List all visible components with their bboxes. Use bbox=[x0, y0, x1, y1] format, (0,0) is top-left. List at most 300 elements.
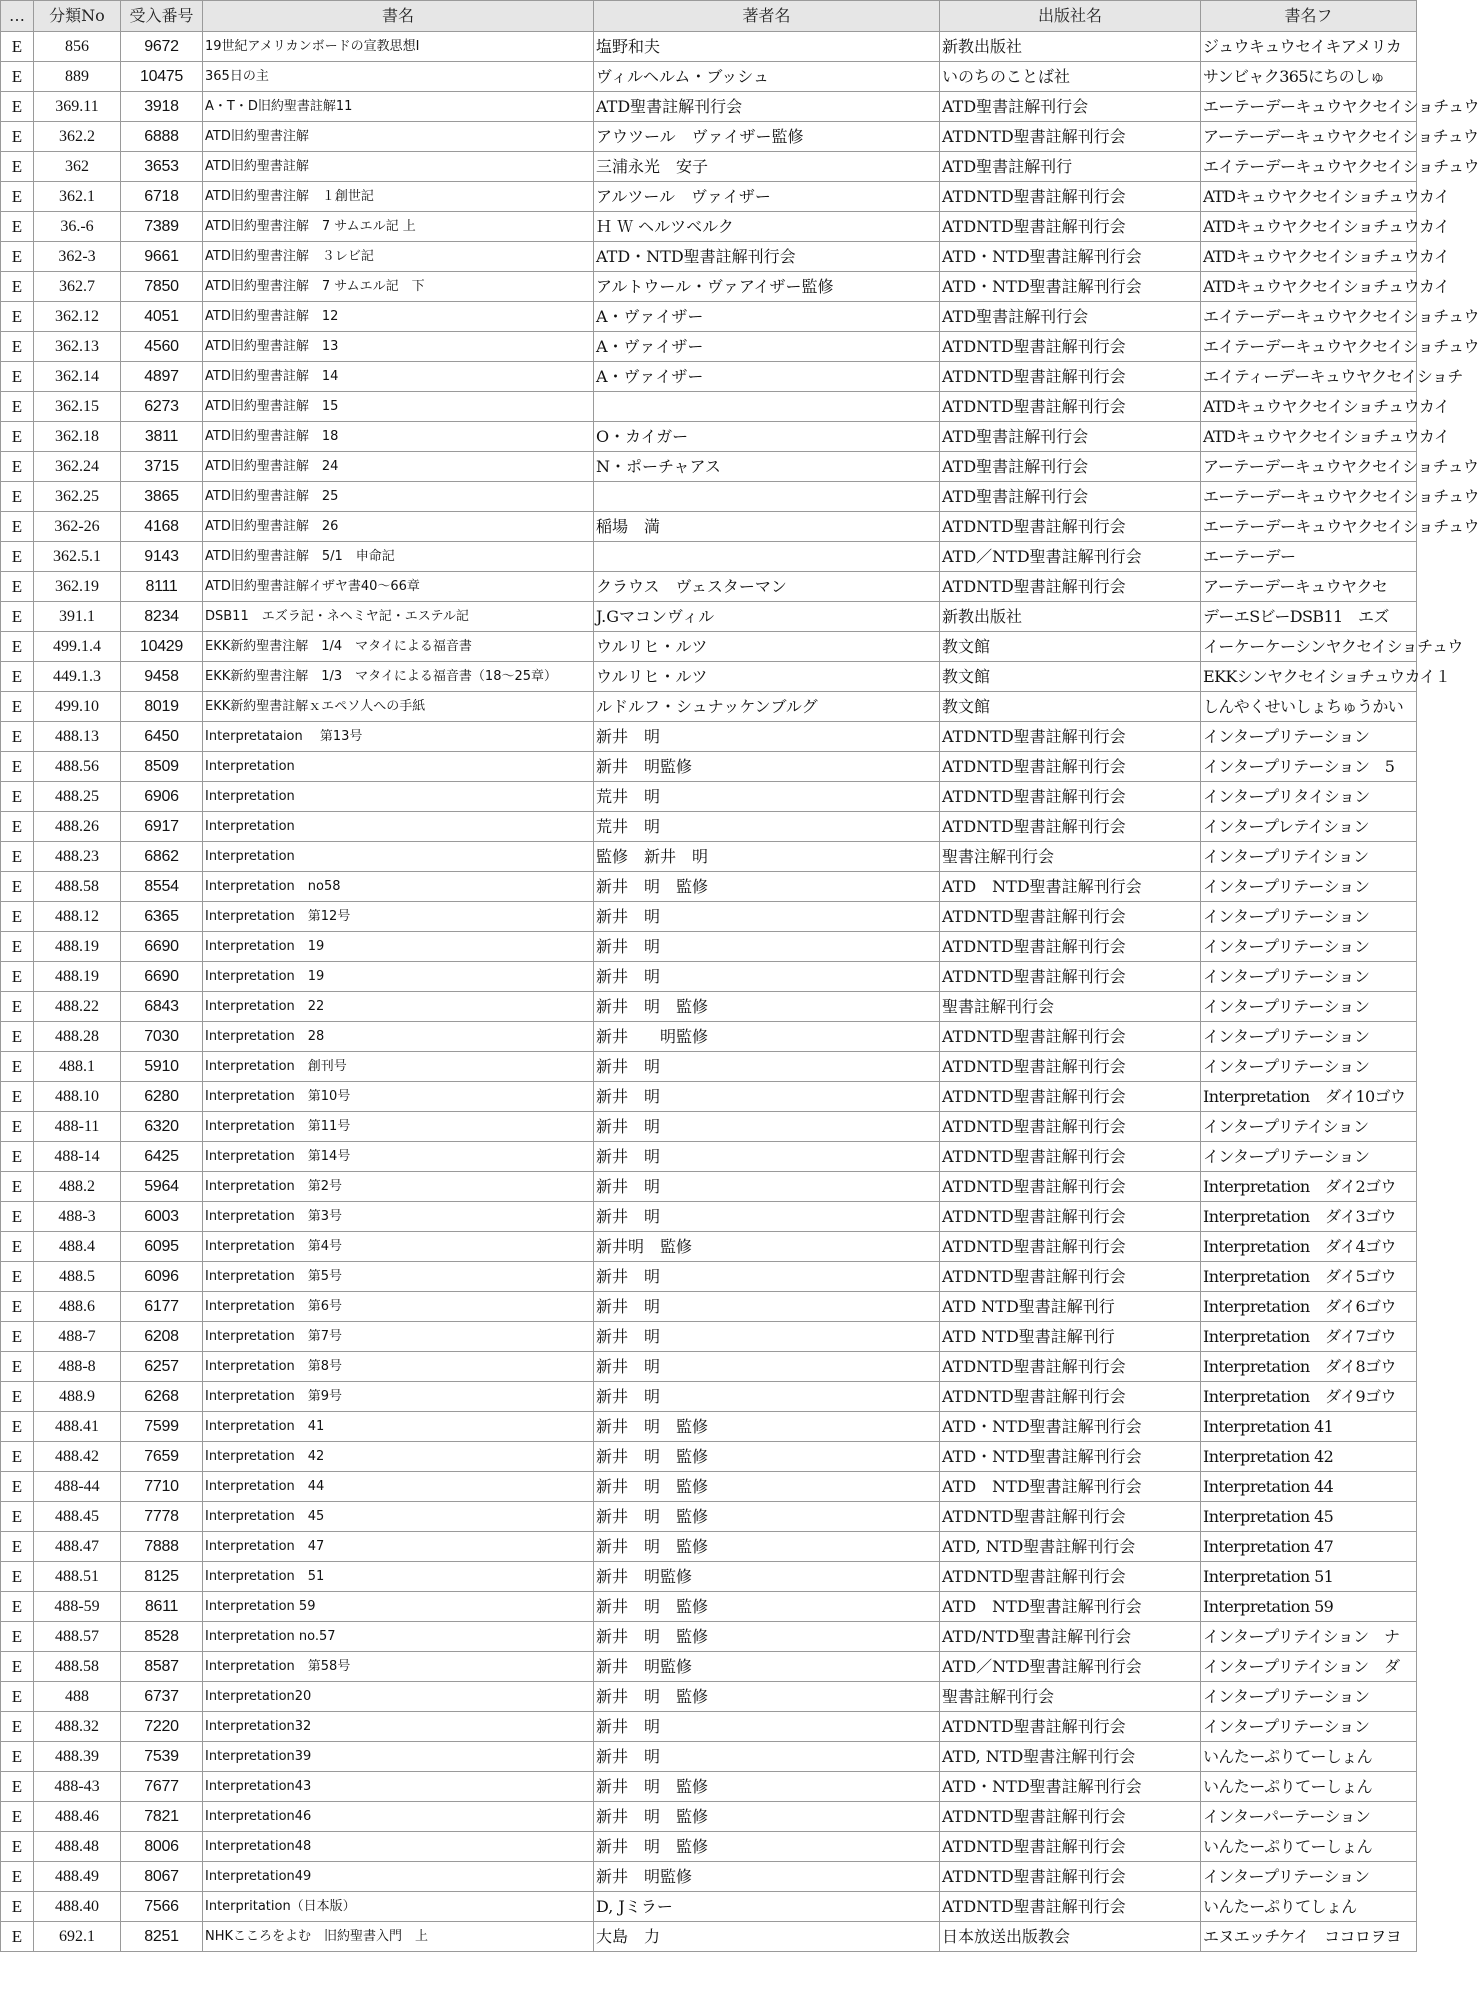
table-row[interactable] bbox=[1, 1862, 1417, 1892]
author-cell[interactable]: 新井 明 監修 bbox=[594, 1442, 940, 1472]
row-selector-cell[interactable]: E bbox=[1, 1712, 34, 1742]
row-selector-cell[interactable]: E bbox=[1, 812, 34, 842]
publisher-cell[interactable]: 教文館 bbox=[940, 632, 1201, 662]
accession-no-cell[interactable]: 6843 bbox=[121, 992, 203, 1022]
table-row[interactable] bbox=[1, 32, 1417, 62]
author-cell[interactable]: 新井 明 監修 bbox=[594, 1682, 940, 1712]
title-cell[interactable]: ATD旧約聖書注解 ３レビ記 bbox=[203, 242, 594, 272]
classification-no-cell[interactable]: 362.19 bbox=[34, 572, 121, 602]
table-row[interactable] bbox=[1, 1682, 1417, 1712]
row-selector-cell[interactable]: E bbox=[1, 62, 34, 92]
table-row[interactable] bbox=[1, 182, 1417, 212]
row-selector-cell[interactable]: E bbox=[1, 152, 34, 182]
table-row[interactable] bbox=[1, 1742, 1417, 1772]
author-cell[interactable]: ATD聖書註解刊行会 bbox=[594, 92, 940, 122]
title-kana-cell[interactable]: インタープリテイション ナ bbox=[1201, 1622, 1417, 1652]
accession-no-cell[interactable]: 6425 bbox=[121, 1142, 203, 1172]
classification-no-cell[interactable]: 488-3 bbox=[34, 1202, 121, 1232]
classification-no-cell[interactable]: 488.46 bbox=[34, 1802, 121, 1832]
table-row[interactable] bbox=[1, 662, 1417, 692]
title-cell[interactable]: Interpretation 45 bbox=[203, 1502, 594, 1532]
author-cell[interactable]: アウツール ヴァイザー監修 bbox=[594, 122, 940, 152]
author-cell[interactable] bbox=[594, 392, 940, 422]
accession-no-cell[interactable]: 6718 bbox=[121, 182, 203, 212]
title-cell[interactable]: Interpretation no58 bbox=[203, 872, 594, 902]
title-kana-cell[interactable]: インタープリテーション bbox=[1201, 1142, 1417, 1172]
title-cell[interactable]: ATD旧約聖書註解 24 bbox=[203, 452, 594, 482]
accession-no-cell[interactable]: 8251 bbox=[121, 1922, 203, 1952]
classification-no-cell[interactable]: 362.2 bbox=[34, 122, 121, 152]
table-row[interactable] bbox=[1, 482, 1417, 512]
title-cell[interactable]: EKK新約聖書註解ｘエペソ人への手紙 bbox=[203, 692, 594, 722]
publisher-cell[interactable]: ATDNTD聖書註解刊行会 bbox=[940, 1502, 1201, 1532]
title-kana-cell[interactable]: エイテーデーキュウヤクセイショチュウ bbox=[1201, 152, 1417, 182]
publisher-cell[interactable]: ATD・NTD聖書註解刊行会 bbox=[940, 272, 1201, 302]
table-row[interactable] bbox=[1, 1142, 1417, 1172]
author-cell[interactable]: 新井明 監修 bbox=[594, 1232, 940, 1262]
author-cell[interactable]: 新井 明監修 bbox=[594, 1022, 940, 1052]
title-kana-cell[interactable]: サンビャク365にちのしゅ bbox=[1201, 62, 1417, 92]
classification-no-cell[interactable]: 488.49 bbox=[34, 1862, 121, 1892]
classification-no-cell[interactable]: 488.28 bbox=[34, 1022, 121, 1052]
table-row[interactable] bbox=[1, 152, 1417, 182]
author-cell[interactable]: アルツール ヴァイザー bbox=[594, 182, 940, 212]
row-selector-cell[interactable]: E bbox=[1, 452, 34, 482]
title-cell[interactable]: Interpretation 創刊号 bbox=[203, 1052, 594, 1082]
publisher-cell[interactable]: ATDNTD聖書註解刊行会 bbox=[940, 1142, 1201, 1172]
row-selector-cell[interactable]: E bbox=[1, 1892, 34, 1922]
title-kana-cell[interactable]: ジュウキュウセイキアメリカ bbox=[1201, 32, 1417, 62]
accession-no-cell[interactable]: 7220 bbox=[121, 1712, 203, 1742]
accession-no-cell[interactable]: 6280 bbox=[121, 1082, 203, 1112]
publisher-cell[interactable]: ATDNTD聖書註解刊行会 bbox=[940, 1232, 1201, 1262]
title-kana-cell[interactable]: Interpretation 41 bbox=[1201, 1412, 1417, 1442]
publisher-cell[interactable]: 日本放送出版教会 bbox=[940, 1922, 1201, 1952]
title-cell[interactable]: Interpretation 19 bbox=[203, 932, 594, 962]
accession-no-cell[interactable]: 7389 bbox=[121, 212, 203, 242]
author-cell[interactable]: ウルリヒ・ルツ bbox=[594, 632, 940, 662]
accession-no-cell[interactable]: 5964 bbox=[121, 1172, 203, 1202]
publisher-cell[interactable]: ATDNTD聖書註解刊行会 bbox=[940, 1202, 1201, 1232]
title-kana-cell[interactable]: エーテーデーキュウヤクセイショチュウ bbox=[1201, 92, 1417, 122]
accession-no-cell[interactable]: 6096 bbox=[121, 1262, 203, 1292]
row-selector-cell[interactable]: E bbox=[1, 542, 34, 572]
title-kana-cell[interactable]: インタープリテイション bbox=[1201, 842, 1417, 872]
accession-no-cell[interactable]: 6095 bbox=[121, 1232, 203, 1262]
table-row[interactable] bbox=[1, 1172, 1417, 1202]
author-cell[interactable]: J.Gマコンヴィル bbox=[594, 602, 940, 632]
accession-no-cell[interactable]: 7659 bbox=[121, 1442, 203, 1472]
title-cell[interactable]: ATD旧約聖書注解 １創世記 bbox=[203, 182, 594, 212]
title-cell[interactable]: Interpretation 第3号 bbox=[203, 1202, 594, 1232]
author-cell[interactable]: 新井 明 bbox=[594, 962, 940, 992]
accession-no-cell[interactable]: 6273 bbox=[121, 392, 203, 422]
row-selector-cell[interactable]: E bbox=[1, 1862, 34, 1892]
author-cell[interactable] bbox=[594, 542, 940, 572]
table-row[interactable] bbox=[1, 212, 1417, 242]
title-kana-cell[interactable]: エーテーデーキュウヤクセイショチュウ bbox=[1201, 482, 1417, 512]
accession-no-cell[interactable]: 9672 bbox=[121, 32, 203, 62]
title-kana-cell[interactable]: Interpretation ダイ5ゴウ bbox=[1201, 1262, 1417, 1292]
author-cell[interactable]: 新井 明 bbox=[594, 932, 940, 962]
row-selector-cell[interactable]: E bbox=[1, 632, 34, 662]
title-kana-cell[interactable]: エイティーデーキュウヤクセイショチ bbox=[1201, 362, 1417, 392]
table-row[interactable] bbox=[1, 902, 1417, 932]
title-kana-cell[interactable]: インタープリテーション bbox=[1201, 722, 1417, 752]
publisher-cell[interactable]: ATD NTD聖書註解刊行会 bbox=[940, 1592, 1201, 1622]
title-cell[interactable]: ATD旧約聖書註解 15 bbox=[203, 392, 594, 422]
title-cell[interactable]: Interpretation 28 bbox=[203, 1022, 594, 1052]
row-selector-cell[interactable]: E bbox=[1, 1502, 34, 1532]
publisher-cell[interactable]: ATD聖書註解刊行会 bbox=[940, 482, 1201, 512]
title-cell[interactable]: ATD旧約聖書註解イザヤ書40～66章 bbox=[203, 572, 594, 602]
title-cell[interactable]: ATD旧約聖書註解 14 bbox=[203, 362, 594, 392]
table-row[interactable] bbox=[1, 332, 1417, 362]
publisher-cell[interactable]: ATD・NTD聖書註解刊行会 bbox=[940, 1412, 1201, 1442]
title-kana-cell[interactable]: インタープリテイション bbox=[1201, 1112, 1417, 1142]
row-selector-cell[interactable]: E bbox=[1, 332, 34, 362]
accession-no-cell[interactable]: 5910 bbox=[121, 1052, 203, 1082]
author-cell[interactable]: Ｈ Ｗ ヘルツベルク bbox=[594, 212, 940, 242]
classification-no-cell[interactable]: 488.45 bbox=[34, 1502, 121, 1532]
accession-no-cell[interactable]: 8587 bbox=[121, 1652, 203, 1682]
accession-no-cell[interactable]: 8111 bbox=[121, 572, 203, 602]
title-kana-cell[interactable]: Interpretation 44 bbox=[1201, 1472, 1417, 1502]
table-row[interactable] bbox=[1, 722, 1417, 752]
row-selector-cell[interactable]: E bbox=[1, 212, 34, 242]
row-selector-cell[interactable]: E bbox=[1, 1532, 34, 1562]
title-kana-cell[interactable]: インタープリテーション bbox=[1201, 992, 1417, 1022]
row-selector-cell[interactable]: E bbox=[1, 602, 34, 632]
title-cell[interactable]: 19世紀アメリカンボードの宣教思想Ⅰ bbox=[203, 32, 594, 62]
title-kana-cell[interactable]: Interpretation ダイ7ゴウ bbox=[1201, 1322, 1417, 1352]
table-row[interactable] bbox=[1, 1892, 1417, 1922]
title-kana-cell[interactable]: インタープリテーション bbox=[1201, 1022, 1417, 1052]
accession-no-cell[interactable]: 6257 bbox=[121, 1352, 203, 1382]
table-row[interactable] bbox=[1, 992, 1417, 1022]
title-kana-cell[interactable]: イーケーケーシンヤクセイショチュウ bbox=[1201, 632, 1417, 662]
title-cell[interactable]: Interpretation 51 bbox=[203, 1562, 594, 1592]
publisher-cell[interactable]: ATDNTD聖書註解刊行会 bbox=[940, 1052, 1201, 1082]
publisher-cell[interactable]: ATDNTD聖書註解刊行会 bbox=[940, 212, 1201, 242]
title-kana-cell[interactable]: インタープリテーション bbox=[1201, 1052, 1417, 1082]
accession-no-cell[interactable]: 7566 bbox=[121, 1892, 203, 1922]
title-kana-cell[interactable]: アーテーデーキュウヤクセイショチュウ bbox=[1201, 122, 1417, 152]
title-cell[interactable]: Interpretation 42 bbox=[203, 1442, 594, 1472]
classification-no-cell[interactable]: 488.41 bbox=[34, 1412, 121, 1442]
table-row[interactable] bbox=[1, 1442, 1417, 1472]
classification-no-cell[interactable]: 362-26 bbox=[34, 512, 121, 542]
row-selector-cell[interactable]: E bbox=[1, 1382, 34, 1412]
classification-no-cell[interactable]: 362.15 bbox=[34, 392, 121, 422]
publisher-cell[interactable]: ATD／NTD聖書註解刊行会 bbox=[940, 1652, 1201, 1682]
accession-no-cell[interactable]: 3715 bbox=[121, 452, 203, 482]
title-cell[interactable]: Interpretation49 bbox=[203, 1862, 594, 1892]
table-row[interactable] bbox=[1, 1712, 1417, 1742]
title-kana-cell[interactable]: ATDキュウヤクセイショチュウカイ bbox=[1201, 422, 1417, 452]
table-row[interactable] bbox=[1, 362, 1417, 392]
table-row[interactable] bbox=[1, 512, 1417, 542]
title-cell[interactable]: Interpretation 44 bbox=[203, 1472, 594, 1502]
author-cell[interactable] bbox=[594, 482, 940, 512]
publisher-cell[interactable]: 教文館 bbox=[940, 692, 1201, 722]
column-header-title[interactable]: 書名 bbox=[203, 1, 594, 32]
title-cell[interactable]: NHKこころをよむ 旧約聖書入門 上 bbox=[203, 1922, 594, 1952]
title-cell[interactable]: Interpretation 第10号 bbox=[203, 1082, 594, 1112]
title-kana-cell[interactable]: エイテーデーキュウヤクセイショチュウ bbox=[1201, 302, 1417, 332]
publisher-cell[interactable]: ATDNTD聖書註解刊行会 bbox=[940, 332, 1201, 362]
row-selector-cell[interactable]: E bbox=[1, 1772, 34, 1802]
classification-no-cell[interactable]: 488.26 bbox=[34, 812, 121, 842]
classification-no-cell[interactable]: 488.23 bbox=[34, 842, 121, 872]
classification-no-cell[interactable]: 488.47 bbox=[34, 1532, 121, 1562]
author-cell[interactable]: 新井 明 監修 bbox=[594, 872, 940, 902]
table-row[interactable] bbox=[1, 392, 1417, 422]
accession-no-cell[interactable]: 3865 bbox=[121, 482, 203, 512]
table-row[interactable] bbox=[1, 1022, 1417, 1052]
classification-no-cell[interactable]: 362.1 bbox=[34, 182, 121, 212]
row-selector-cell[interactable]: E bbox=[1, 1202, 34, 1232]
title-kana-cell[interactable]: Interpretation 42 bbox=[1201, 1442, 1417, 1472]
title-cell[interactable]: Interpritation（日本版） bbox=[203, 1892, 594, 1922]
title-kana-cell[interactable]: Interpretation ダイ2ゴウ bbox=[1201, 1172, 1417, 1202]
accession-no-cell[interactable]: 6268 bbox=[121, 1382, 203, 1412]
row-selector-cell[interactable]: E bbox=[1, 1022, 34, 1052]
publisher-cell[interactable]: ATD/NTD聖書註解刊行会 bbox=[940, 1622, 1201, 1652]
row-selector-cell[interactable]: E bbox=[1, 1472, 34, 1502]
publisher-cell[interactable]: ATDNTD聖書註解刊行会 bbox=[940, 1712, 1201, 1742]
title-cell[interactable]: Interpretation48 bbox=[203, 1832, 594, 1862]
title-kana-cell[interactable]: しんやくせいしょちゅうかい bbox=[1201, 692, 1417, 722]
author-cell[interactable]: 新井 明 監修 bbox=[594, 1802, 940, 1832]
table-row[interactable] bbox=[1, 1472, 1417, 1502]
classification-no-cell[interactable]: 488-11 bbox=[34, 1112, 121, 1142]
title-cell[interactable]: Interpretation 第7号 bbox=[203, 1322, 594, 1352]
classification-no-cell[interactable]: 488.12 bbox=[34, 902, 121, 932]
publisher-cell[interactable]: ATD聖書註解刊行会 bbox=[940, 302, 1201, 332]
title-cell[interactable]: ATD旧約聖書注解 7 サムエル記 下 bbox=[203, 272, 594, 302]
row-selector-cell[interactable]: E bbox=[1, 92, 34, 122]
row-selector-cell[interactable]: E bbox=[1, 902, 34, 932]
title-cell[interactable]: ATD旧約聖書註解 5/1 申命記 bbox=[203, 542, 594, 572]
classification-no-cell[interactable]: 488.25 bbox=[34, 782, 121, 812]
publisher-cell[interactable]: ATDNTD聖書註解刊行会 bbox=[940, 932, 1201, 962]
publisher-cell[interactable]: ATDNTD聖書註解刊行会 bbox=[940, 572, 1201, 602]
row-selector-cell[interactable]: E bbox=[1, 362, 34, 392]
title-kana-cell[interactable]: Interpretation ダイ9ゴウ bbox=[1201, 1382, 1417, 1412]
row-selector-cell[interactable]: E bbox=[1, 1412, 34, 1442]
row-selector-cell[interactable]: E bbox=[1, 272, 34, 302]
author-cell[interactable]: 新井 明 bbox=[594, 1112, 940, 1142]
row-selector-cell[interactable]: E bbox=[1, 962, 34, 992]
table-row[interactable] bbox=[1, 542, 1417, 572]
publisher-cell[interactable]: ATD聖書註解刊行会 bbox=[940, 452, 1201, 482]
author-cell[interactable]: アルトウール・ヴァアイザー監修 bbox=[594, 272, 940, 302]
publisher-cell[interactable]: ATDNTD聖書註解刊行会 bbox=[940, 1112, 1201, 1142]
classification-no-cell[interactable]: 488.9 bbox=[34, 1382, 121, 1412]
title-cell[interactable]: 365日の主 bbox=[203, 62, 594, 92]
accession-no-cell[interactable]: 8554 bbox=[121, 872, 203, 902]
author-cell[interactable]: 新井 明 監修 bbox=[594, 1412, 940, 1442]
classification-no-cell[interactable]: 362.12 bbox=[34, 302, 121, 332]
publisher-cell[interactable]: 聖書註解刊行会 bbox=[940, 1682, 1201, 1712]
table-row[interactable] bbox=[1, 1352, 1417, 1382]
table-row[interactable] bbox=[1, 62, 1417, 92]
title-cell[interactable]: Interpretation 47 bbox=[203, 1532, 594, 1562]
author-cell[interactable]: 新井 明 bbox=[594, 1052, 940, 1082]
row-selector-cell[interactable]: E bbox=[1, 1232, 34, 1262]
publisher-cell[interactable]: ATDNTD聖書註解刊行会 bbox=[940, 1562, 1201, 1592]
accession-no-cell[interactable]: 4560 bbox=[121, 332, 203, 362]
classification-no-cell[interactable]: 449.1.3 bbox=[34, 662, 121, 692]
classification-no-cell[interactable]: 488.6 bbox=[34, 1292, 121, 1322]
author-cell[interactable]: 新井 明 監修 bbox=[594, 992, 940, 1022]
publisher-cell[interactable]: ATD聖書註解刊行 bbox=[940, 152, 1201, 182]
row-selector-cell[interactable]: E bbox=[1, 1592, 34, 1622]
row-selector-cell[interactable]: E bbox=[1, 1832, 34, 1862]
author-cell[interactable]: 稲場 満 bbox=[594, 512, 940, 542]
row-selector-cell[interactable]: E bbox=[1, 392, 34, 422]
title-kana-cell[interactable]: いんたーぷりてーしょん bbox=[1201, 1742, 1417, 1772]
table-row[interactable] bbox=[1, 1412, 1417, 1442]
table-row[interactable] bbox=[1, 422, 1417, 452]
accession-no-cell[interactable]: 7539 bbox=[121, 1742, 203, 1772]
author-cell[interactable]: 三浦永光 安子 bbox=[594, 152, 940, 182]
classification-no-cell[interactable]: 488.58 bbox=[34, 872, 121, 902]
title-cell[interactable]: Interpretation46 bbox=[203, 1802, 594, 1832]
title-cell[interactable]: Interpretation 第14号 bbox=[203, 1142, 594, 1172]
title-cell[interactable]: ATD旧約聖書註解 bbox=[203, 152, 594, 182]
title-cell[interactable]: Interpretation 第2号 bbox=[203, 1172, 594, 1202]
accession-no-cell[interactable]: 7821 bbox=[121, 1802, 203, 1832]
accession-no-cell[interactable]: 6177 bbox=[121, 1292, 203, 1322]
row-selector-cell[interactable]: E bbox=[1, 1622, 34, 1652]
row-selector-cell[interactable]: E bbox=[1, 872, 34, 902]
classification-no-cell[interactable]: 488.39 bbox=[34, 1742, 121, 1772]
author-cell[interactable]: O・カイガー bbox=[594, 422, 940, 452]
title-kana-cell[interactable]: エヌエッチケイ ココロヲヨ bbox=[1201, 1922, 1417, 1952]
row-selector-cell[interactable]: E bbox=[1, 1442, 34, 1472]
publisher-cell[interactable]: ATDNTD聖書註解刊行会 bbox=[940, 752, 1201, 782]
publisher-cell[interactable]: ATD NTD聖書註解刊行 bbox=[940, 1322, 1201, 1352]
table-row[interactable] bbox=[1, 782, 1417, 812]
table-row[interactable] bbox=[1, 1292, 1417, 1322]
title-kana-cell[interactable]: インタープレテイション bbox=[1201, 812, 1417, 842]
row-selector-cell[interactable]: E bbox=[1, 1682, 34, 1712]
title-kana-cell[interactable]: デーエSビーDSB11 エズ bbox=[1201, 602, 1417, 632]
author-cell[interactable]: 新井 明 bbox=[594, 1202, 940, 1232]
title-cell[interactable]: ATD旧約聖書注解 bbox=[203, 122, 594, 152]
accession-no-cell[interactable]: 6208 bbox=[121, 1322, 203, 1352]
row-selector-cell[interactable]: E bbox=[1, 1652, 34, 1682]
accession-no-cell[interactable]: 8019 bbox=[121, 692, 203, 722]
row-selector-cell[interactable]: E bbox=[1, 662, 34, 692]
author-cell[interactable]: 新井 明監修 bbox=[594, 1652, 940, 1682]
classification-no-cell[interactable]: 362.25 bbox=[34, 482, 121, 512]
title-kana-cell[interactable]: Interpretation ダイ6ゴウ bbox=[1201, 1292, 1417, 1322]
title-kana-cell[interactable]: エーテーデー bbox=[1201, 542, 1417, 572]
table-row[interactable] bbox=[1, 812, 1417, 842]
publisher-cell[interactable]: ATDNTD聖書註解刊行会 bbox=[940, 1802, 1201, 1832]
title-kana-cell[interactable]: Interpretation 51 bbox=[1201, 1562, 1417, 1592]
table-row[interactable] bbox=[1, 842, 1417, 872]
publisher-cell[interactable]: ATDNTD聖書註解刊行会 bbox=[940, 1082, 1201, 1112]
classification-no-cell[interactable]: 488.51 bbox=[34, 1562, 121, 1592]
title-kana-cell[interactable]: エーテーデーキュウヤクセイショチュウ bbox=[1201, 512, 1417, 542]
title-cell[interactable]: ATD旧約聖書註解 18 bbox=[203, 422, 594, 452]
table-row[interactable] bbox=[1, 1322, 1417, 1352]
title-kana-cell[interactable]: Interpretation 59 bbox=[1201, 1592, 1417, 1622]
title-cell[interactable]: Interpretation 19 bbox=[203, 962, 594, 992]
title-cell[interactable]: Interpretation 第12号 bbox=[203, 902, 594, 932]
accession-no-cell[interactable]: 4051 bbox=[121, 302, 203, 332]
table-row[interactable] bbox=[1, 932, 1417, 962]
title-kana-cell[interactable]: アーテーデーキュウヤクセ bbox=[1201, 572, 1417, 602]
table-row[interactable] bbox=[1, 962, 1417, 992]
row-selector-cell[interactable]: E bbox=[1, 1562, 34, 1592]
row-selector-cell[interactable]: E bbox=[1, 32, 34, 62]
row-selector-cell[interactable]: E bbox=[1, 122, 34, 152]
classification-no-cell[interactable]: 488.22 bbox=[34, 992, 121, 1022]
publisher-cell[interactable]: ATDNTD聖書註解刊行会 bbox=[940, 722, 1201, 752]
title-cell[interactable]: Interpretation bbox=[203, 752, 594, 782]
table-row[interactable] bbox=[1, 752, 1417, 782]
title-cell[interactable]: Interpretation39 bbox=[203, 1742, 594, 1772]
title-cell[interactable]: Interpretation bbox=[203, 842, 594, 872]
row-selector-cell[interactable]: E bbox=[1, 1052, 34, 1082]
author-cell[interactable]: 新井 明 bbox=[594, 1712, 940, 1742]
title-kana-cell[interactable]: インタープリタイション bbox=[1201, 782, 1417, 812]
title-cell[interactable]: ATD旧約聖書注解 7 サムエル記 上 bbox=[203, 212, 594, 242]
author-cell[interactable]: 新井 明 bbox=[594, 722, 940, 752]
classification-no-cell[interactable]: 488-43 bbox=[34, 1772, 121, 1802]
title-kana-cell[interactable]: Interpretation ダイ8ゴウ bbox=[1201, 1352, 1417, 1382]
accession-no-cell[interactable]: 4168 bbox=[121, 512, 203, 542]
accession-no-cell[interactable]: 9661 bbox=[121, 242, 203, 272]
author-cell[interactable]: 塩野和夫 bbox=[594, 32, 940, 62]
title-kana-cell[interactable]: インタープリテーション bbox=[1201, 1862, 1417, 1892]
publisher-cell[interactable]: ATDNTD聖書註解刊行会 bbox=[940, 122, 1201, 152]
column-header-author[interactable]: 著者名 bbox=[594, 1, 940, 32]
publisher-cell[interactable]: ATD・NTD聖書註解刊行会 bbox=[940, 1442, 1201, 1472]
accession-no-cell[interactable]: 3653 bbox=[121, 152, 203, 182]
title-kana-cell[interactable]: ATDキュウヤクセイショチュウカイ bbox=[1201, 212, 1417, 242]
row-selector-cell[interactable]: E bbox=[1, 692, 34, 722]
title-kana-cell[interactable]: いんたーぷりてーしょん bbox=[1201, 1772, 1417, 1802]
accession-no-cell[interactable]: 8006 bbox=[121, 1832, 203, 1862]
title-kana-cell[interactable]: Interpretation 45 bbox=[1201, 1502, 1417, 1532]
publisher-cell[interactable]: ATDNTD聖書註解刊行会 bbox=[940, 962, 1201, 992]
title-cell[interactable]: A・T・D旧約聖書註解11 bbox=[203, 92, 594, 122]
publisher-cell[interactable]: 聖書注解刊行会 bbox=[940, 842, 1201, 872]
accession-no-cell[interactable]: 3811 bbox=[121, 422, 203, 452]
title-cell[interactable]: Interpretataion 第13号 bbox=[203, 722, 594, 752]
row-selector-cell[interactable]: E bbox=[1, 782, 34, 812]
classification-no-cell[interactable]: 488.10 bbox=[34, 1082, 121, 1112]
author-cell[interactable]: 新井 明 bbox=[594, 1292, 940, 1322]
row-selector-cell[interactable]: E bbox=[1, 1142, 34, 1172]
publisher-cell[interactable]: 新教出版社 bbox=[940, 32, 1201, 62]
classification-no-cell[interactable]: 856 bbox=[34, 32, 121, 62]
classification-no-cell[interactable]: 488-8 bbox=[34, 1352, 121, 1382]
column-header-selector[interactable]: … bbox=[1, 1, 34, 32]
table-row[interactable] bbox=[1, 1622, 1417, 1652]
publisher-cell[interactable]: 教文館 bbox=[940, 662, 1201, 692]
publisher-cell[interactable]: ATDNTD聖書註解刊行会 bbox=[940, 392, 1201, 422]
classification-no-cell[interactable]: 889 bbox=[34, 62, 121, 92]
classification-no-cell[interactable]: 488.19 bbox=[34, 932, 121, 962]
title-kana-cell[interactable]: いんたーぷりてーしょん bbox=[1201, 1832, 1417, 1862]
